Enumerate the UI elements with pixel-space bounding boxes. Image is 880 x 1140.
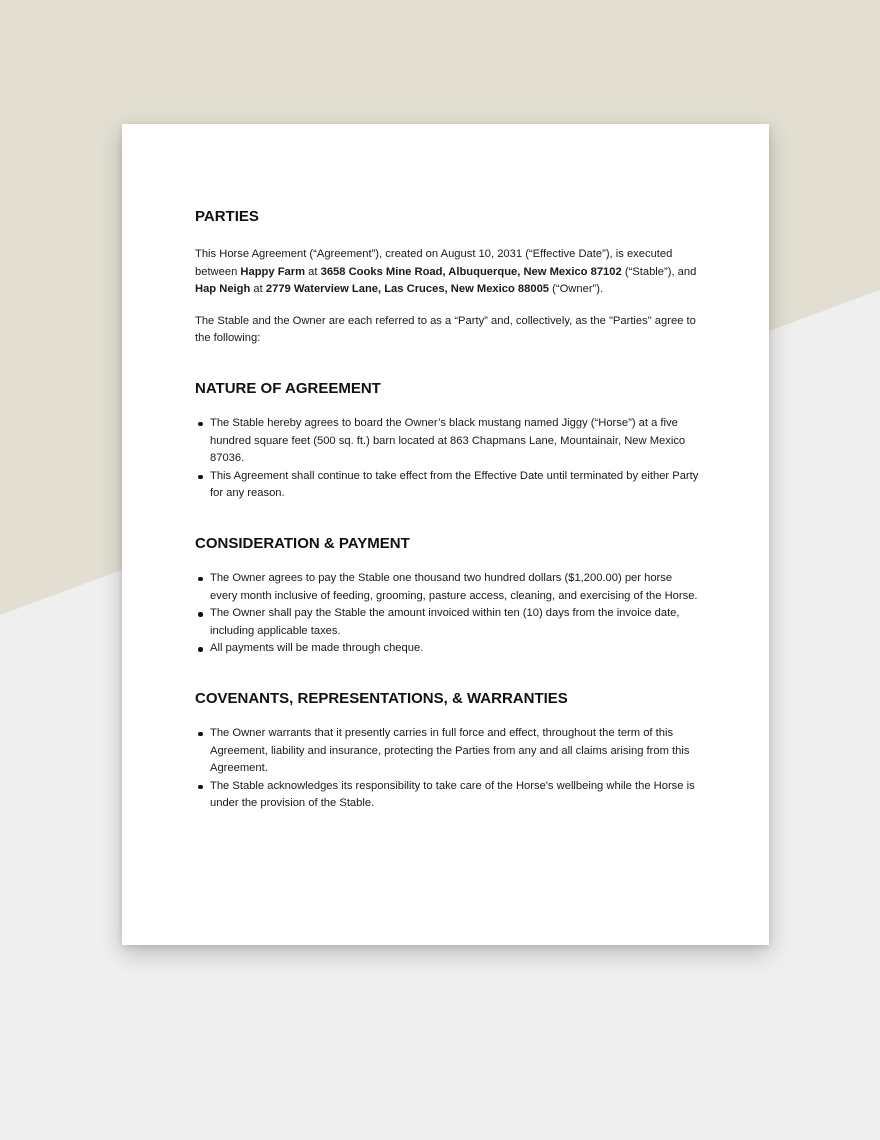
section-nature-of-agreement xyxy=(195,378,699,503)
document-page xyxy=(122,124,769,945)
owner-address: 2779 Waterview Lane, Las Cruces, New Mexico 88005 xyxy=(265,283,550,296)
list-item: The Owner agrees to pay the Stable one thousand two hundred dollars ($1,200.00) per horse every month inclusive of feeding, grooming, pasture access, cleaning, and exercising of the Horse. xyxy=(210,570,699,605)
section-covenants xyxy=(195,688,699,813)
nature-list xyxy=(195,415,699,503)
intro-text: This Horse Agreement (“Agreement”), created on August 10, 2031 (“Effective Date”), is executed between xyxy=(195,248,673,278)
section-parties xyxy=(195,206,699,348)
owner-name: Hap Neigh xyxy=(195,283,251,296)
parties-second-paragraph: The Stable and the Owner are each referred to as a “Party” and, collectively, as the "Parties" agree to the following: xyxy=(195,314,696,345)
intro-text: at xyxy=(250,283,266,296)
consideration-list xyxy=(195,570,699,658)
intro-text: at xyxy=(305,265,321,278)
list-item: All payments will be made through cheque. xyxy=(210,640,699,658)
covenants-list xyxy=(195,725,699,813)
nature-heading: NATURE OF AGREEMENT xyxy=(195,379,381,397)
stable-name: Happy Farm xyxy=(240,265,306,278)
intro-text: (“Stable”), and xyxy=(621,265,697,278)
covenants-heading: COVENANTS, REPRESENTATIONS, & WARRANTIES xyxy=(195,689,568,707)
section-consideration-payment xyxy=(195,533,699,658)
list-item: The Owner shall pay the Stable the amount invoiced within ten (10) days from the invoice date, including applicable taxes. xyxy=(210,605,699,640)
list-item: This Agreement shall continue to take effect from the Effective Date until terminated by either Party for any reason. xyxy=(210,468,699,503)
list-item: The Owner warrants that it presently carries in full force and effect, throughout the term of this Agreement, liability and insurance, protecting the Parties from any and all claims arising from this Agreement. xyxy=(210,725,699,778)
consideration-heading: CONSIDERATION & PAYMENT xyxy=(195,534,410,552)
intro-text: (“Owner”). xyxy=(549,283,604,296)
parties-intro-paragraph xyxy=(195,246,699,299)
stable-address: 3658 Cooks Mine Road, Albuquerque, New Mexico 87102 xyxy=(320,265,622,278)
list-item: The Stable acknowledges its responsibility to take care of the Horse's wellbeing while the Horse is under the provision of the Stable. xyxy=(210,778,699,813)
list-item: The Stable hereby agrees to board the Owner’s black mustang named Jiggy (“Horse”) at a five hundred square feet (500 sq. ft.) barn located at 863 Chapmans Lane, Mountainair, New Mexico 87036. xyxy=(210,415,699,468)
parties-heading: PARTIES xyxy=(195,208,259,225)
